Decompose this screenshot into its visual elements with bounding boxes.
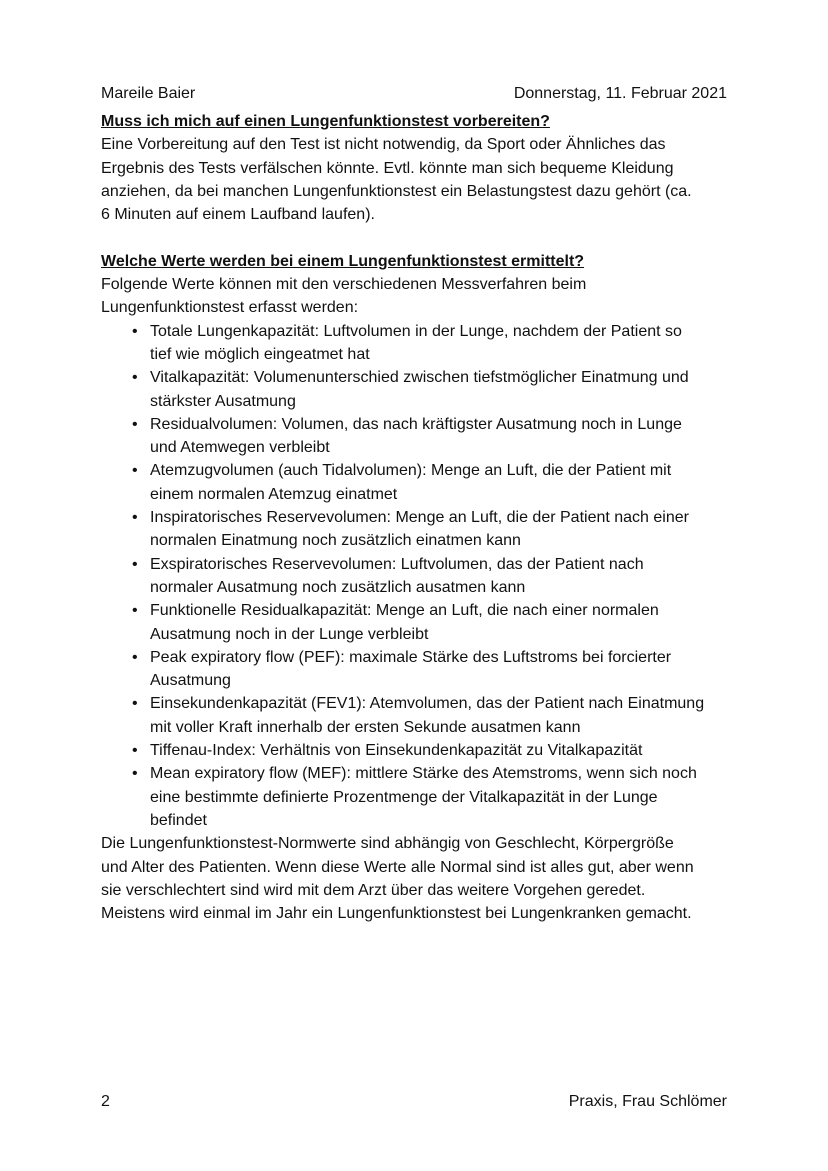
list-item — [101, 646, 741, 693]
list-item — [101, 762, 741, 832]
bullet-icon: • — [132, 765, 138, 783]
text-line: Lungenfunktionstest erfasst werden: — [101, 299, 359, 317]
list-item-line: stärkster Ausatmung — [150, 392, 296, 410]
page-header — [101, 83, 727, 105]
list-item-line: normaler Ausatmung noch zusätzlich ausatmen kann — [150, 578, 526, 596]
list-item — [101, 599, 741, 646]
document-body — [101, 110, 741, 925]
text-line: Ergebnis des Tests verfälschen könnte. Evtl. könnte man sich bequeme Kleidung — [101, 159, 674, 177]
section-heading-preparation: Muss ich mich auf einen Lungenfunktionstest vorbereiten? — [101, 113, 550, 130]
list-item-line: Vitalkapazität: Volumenunterschied zwischen tiefstmöglicher Einatmung und — [150, 369, 689, 387]
list-item-line: eine bestimmte definierte Prozentmenge der Vitalkapazität in der Lunge — [150, 788, 658, 806]
list-item — [101, 366, 741, 413]
list-item — [101, 692, 741, 739]
list-item — [101, 553, 741, 600]
list-item-line: befindet — [150, 811, 207, 829]
list-item-line: normalen Einatmung noch zusätzlich einatmen kann — [150, 532, 521, 550]
bullet-icon: • — [132, 415, 138, 433]
bullet-icon: • — [132, 648, 138, 666]
list-item-line: Peak expiratory flow (PEF): maximale Stärke des Luftstroms bei forcierter — [150, 648, 672, 666]
text-line: Die Lungenfunktionstest-Normwerte sind abhängig von Geschlecht, Körpergröße — [101, 835, 674, 853]
text-line: Meistens wird einmal im Jahr ein Lungenfunktionstest bei Lungenkranken gemacht. — [101, 905, 692, 923]
practice-name: Praxis, Frau Schlömer — [568, 1093, 727, 1110]
bullet-icon: • — [132, 555, 138, 573]
list-item-line: mit voller Kraft innerhalb der ersten Sekunde ausatmen kann — [150, 718, 581, 736]
list-item-line: Einsekundenkapazität (FEV1): Atemvolumen, das der Patient nach Einatmung — [150, 695, 705, 713]
paragraph-closing — [101, 832, 741, 925]
text-line: anziehen, da bei manchen Lungenfunktionstest ein Belastungstest dazu gehört (ca. — [101, 182, 692, 200]
list-item — [101, 413, 741, 460]
list-item-line: und Atemwegen verbleibt — [150, 439, 330, 457]
list-item-line: Ausatmung noch in der Lunge verbleibt — [150, 625, 429, 643]
list-item-line: einem normalen Atemzug einatmet — [150, 485, 398, 503]
bullet-icon: • — [132, 742, 138, 760]
list-item — [101, 320, 741, 367]
list-item-line: tief wie möglich eingeatmet hat — [150, 345, 370, 363]
text-line: Folgende Werte können mit den verschiedenen Messverfahren beim — [101, 276, 587, 294]
list-item-line: Atemzugvolumen (auch Tidalvolumen): Menge an Luft, die der Patient mit — [150, 462, 672, 480]
list-item-line: Funktionelle Residualkapazität: Menge an Luft, die nach einer normalen — [150, 602, 659, 620]
list-item-line: Ausatmung — [150, 672, 231, 690]
list-item — [101, 506, 741, 553]
document-date: Donnerstag, 11. Februar 2021 — [513, 85, 727, 102]
section-heading-values: Welche Werte werden bei einem Lungenfunktionstest ermittelt? — [101, 252, 585, 270]
author-name: Mareile Baier — [101, 85, 196, 102]
bullet-icon: • — [132, 695, 138, 713]
text-line: 6 Minuten auf einem Laufband laufen). — [101, 206, 375, 224]
list-item — [101, 739, 741, 762]
list-item-line: Totale Lungenkapazität: Luftvolumen in der Lunge, nachdem der Patient so — [150, 322, 682, 340]
paragraph-intro — [101, 273, 741, 320]
bullet-icon: • — [132, 322, 138, 340]
list-item-line: Mean expiratory flow (MEF): mittlere Stärke des Atemstroms, wenn sich noch — [150, 765, 697, 783]
page-footer — [101, 1091, 727, 1113]
bullet-icon: • — [132, 509, 138, 527]
list-item — [101, 459, 741, 506]
text-line: sie verschlechtert sind wird mit dem Arzt über das weitere Vorgehen geredet. — [101, 881, 646, 899]
text-line: Eine Vorbereitung auf den Test ist nicht notwendig, da Sport oder Ähnliches das — [101, 136, 666, 154]
bullet-icon: • — [132, 602, 138, 620]
page-number: 2 — [101, 1093, 110, 1110]
values-list — [101, 320, 741, 833]
list-item-line: Exspiratorisches Reservevolumen: Luftvolumen, das der Patient nach — [150, 555, 644, 573]
text-line: und Alter des Patienten. Wenn diese Werte alle Normal sind ist alles gut, aber wenn — [101, 858, 694, 876]
bullet-icon: • — [132, 369, 138, 387]
bullet-icon: • — [132, 462, 138, 480]
paragraph-preparation — [101, 133, 741, 226]
list-item-line: Residualvolumen: Volumen, das nach kräftigster Ausatmung noch in Lunge — [150, 415, 682, 433]
list-item-line: Inspiratorisches Reservevolumen: Menge an Luft, die der Patient nach einer — [150, 509, 689, 527]
list-item-line: Tiffenau-Index: Verhältnis von Einsekundenkapazität zu Vitalkapazität — [150, 742, 643, 760]
